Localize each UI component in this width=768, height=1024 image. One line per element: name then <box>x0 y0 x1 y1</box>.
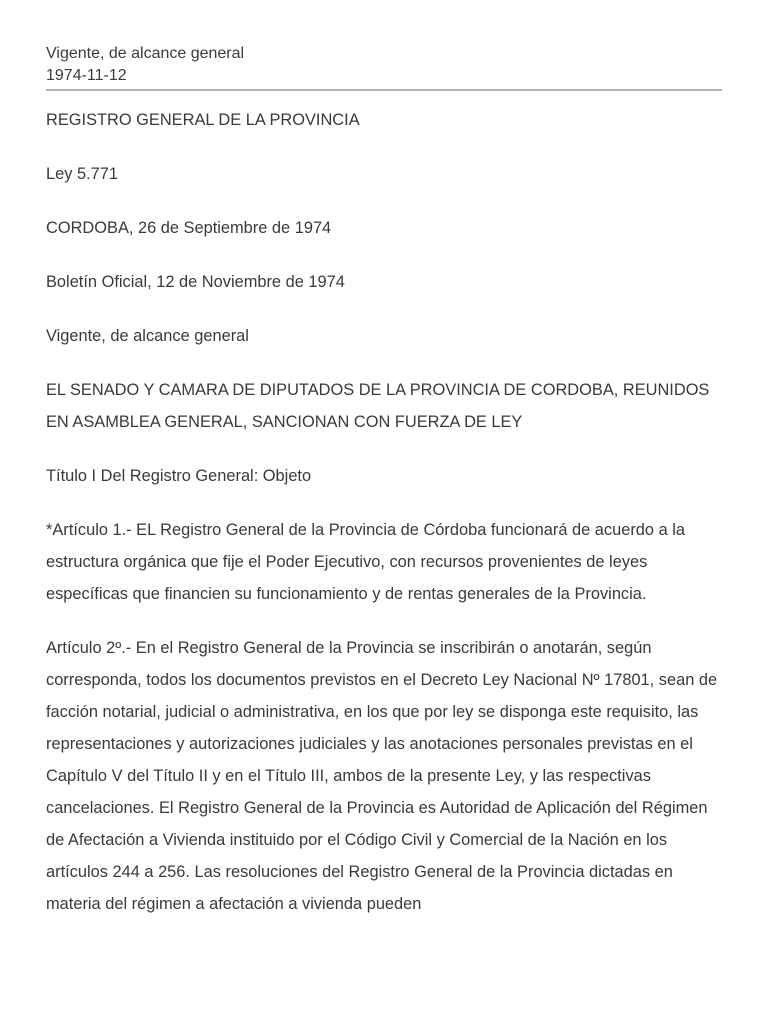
place-date: CORDOBA, 26 de Septiembre de 1974 <box>46 219 332 237</box>
header-status: Vigente, de alcance general <box>46 45 245 62</box>
document-header <box>46 0 722 91</box>
law-status: Vigente, de alcance general <box>46 327 249 345</box>
header-date: 1974-11-12 <box>46 67 127 84</box>
article-2: Artículo 2º.- En el Registro General de la Provincia se inscribirán o anotarán, según corresponda, todos los documentos previstos en el Decreto Ley Nacional Nº 17801, sean de facción notarial, judicial o administrativa, en los que por ley se disponga este requisito, las representaciones y autorizaciones judiciales y las anotaciones personales previstas en el Capítulo V del Título II y en el Título III, ambos de la presente Ley, y las respectivas cancelaciones. El Registro General de la Provincia es Autoridad de Aplicación del Régimen de Afectación a Vivienda instituido por el Código Civil y Comercial de la Nación en los artículos 244 a 256. Las resoluciones del Registro General de la Provincia dictadas en materia del régimen a afectación a vivienda pueden <box>46 639 718 913</box>
law-number: Ley 5.771 <box>46 165 118 183</box>
enacting-clause: EL SENADO Y CAMARA DE DIPUTADOS DE LA PROVINCIA DE CORDOBA, REUNIDOS EN ASAMBLEA GENERAL, SANCIONAN CON FUERZA DE LEY <box>46 381 710 431</box>
document-body <box>46 104 722 920</box>
document-title: REGISTRO GENERAL DE LA PROVINCIA <box>46 111 360 129</box>
section-title: Título I Del Registro General: Objeto <box>46 467 312 485</box>
bulletin-reference: Boletín Oficial, 12 de Noviembre de 1974 <box>46 273 345 291</box>
article-1: *Artículo 1.- EL Registro General de la Provincia de Córdoba funcionará de acuerdo a la estructura orgánica que fije el Poder Ejecutivo, con recursos provenientes de leyes específicas que financien su funcionamiento y de rentas generales de la Provincia. <box>46 521 685 603</box>
